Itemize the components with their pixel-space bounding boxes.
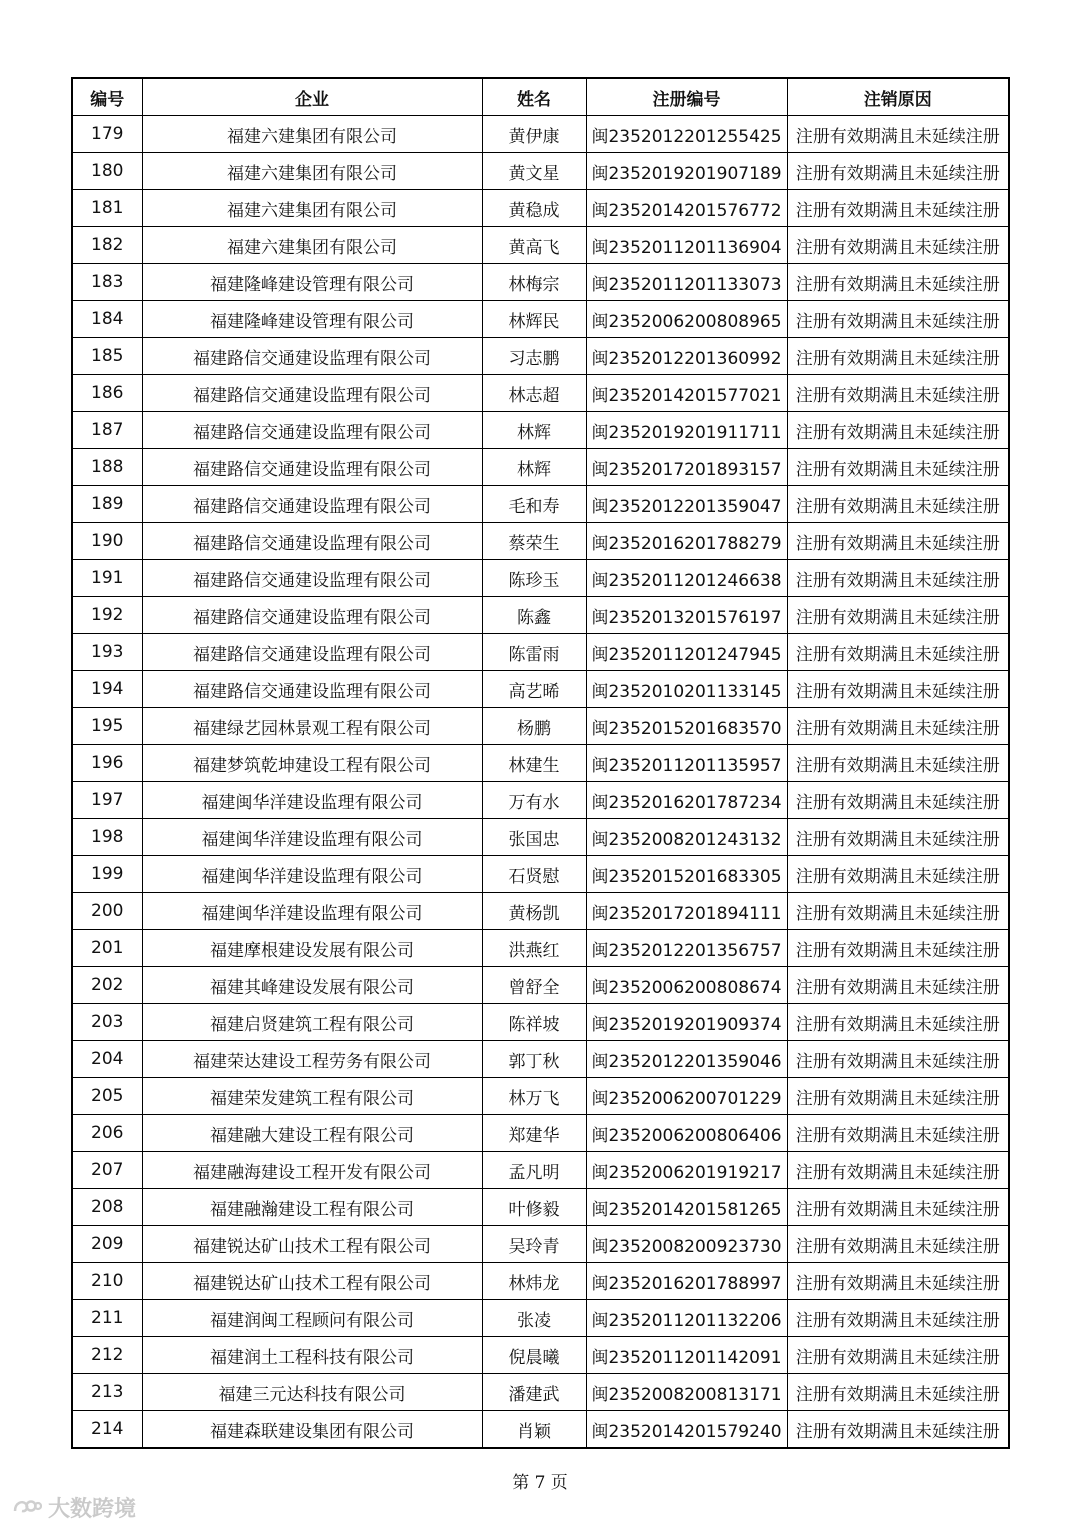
cell-company: 福建路信交通建设监理有限公司	[142, 634, 482, 671]
cell-company: 福建路信交通建设监理有限公司	[142, 375, 482, 412]
cell-reg-number: 闽2352008200813171	[586, 1374, 787, 1411]
cell-reg-number: 闽2352012201255425	[586, 116, 787, 153]
cell-cancel-reason: 注册有效期满且未延续注册	[787, 523, 1009, 560]
cell-company: 福建三元达科技有限公司	[142, 1374, 482, 1411]
cell-company: 福建六建集团有限公司	[142, 153, 482, 190]
cell-cancel-reason: 注册有效期满且未延续注册	[787, 1263, 1009, 1300]
cell-reg-number: 闽2352008200923730	[586, 1226, 787, 1263]
cell-name: 郑建华	[482, 1115, 586, 1152]
table-row	[72, 893, 1009, 930]
logo-icon	[12, 1497, 42, 1519]
cell-company: 福建锐达矿山技术工程有限公司	[142, 1263, 482, 1300]
cell-cancel-reason: 注册有效期满且未延续注册	[787, 560, 1009, 597]
cell-reg-number: 闽2352012201359046	[586, 1041, 787, 1078]
cell-name: 黄文星	[482, 153, 586, 190]
cell-reg-number: 闽2352019201909374	[586, 1004, 787, 1041]
cell-company: 福建荣达建设工程劳务有限公司	[142, 1041, 482, 1078]
cell-number: 186	[72, 375, 142, 412]
cell-reg-number: 闽2352014201581265	[586, 1189, 787, 1226]
cell-cancel-reason: 注册有效期满且未延续注册	[787, 1411, 1009, 1449]
cell-cancel-reason: 注册有效期满且未延续注册	[787, 1078, 1009, 1115]
cell-reg-number: 闽2352012201360992	[586, 338, 787, 375]
header-cancel-reason: 注销原因	[787, 78, 1009, 116]
cell-reg-number: 闽2352006200701229	[586, 1078, 787, 1115]
cell-name: 叶修毅	[482, 1189, 586, 1226]
table-row	[72, 1189, 1009, 1226]
cell-name: 陈雷雨	[482, 634, 586, 671]
cell-reg-number: 闽2352019201907189	[586, 153, 787, 190]
table-row	[72, 116, 1009, 153]
table-row	[72, 338, 1009, 375]
cell-number: 182	[72, 227, 142, 264]
cell-company: 福建六建集团有限公司	[142, 116, 482, 153]
cell-name: 万有水	[482, 782, 586, 819]
table-row	[72, 782, 1009, 819]
table-row	[72, 153, 1009, 190]
cell-name: 郭丁秋	[482, 1041, 586, 1078]
cell-company: 福建闽华洋建设监理有限公司	[142, 856, 482, 893]
cell-name: 石贤慰	[482, 856, 586, 893]
cell-number: 208	[72, 1189, 142, 1226]
table-row	[72, 227, 1009, 264]
cell-reg-number: 闽2352019201911711	[586, 412, 787, 449]
cell-company: 福建梦筑乾坤建设工程有限公司	[142, 745, 482, 782]
cell-number: 179	[72, 116, 142, 153]
cell-name: 林万飞	[482, 1078, 586, 1115]
cell-name: 杨鹏	[482, 708, 586, 745]
cell-name: 林建生	[482, 745, 586, 782]
cell-name: 潘建武	[482, 1374, 586, 1411]
cell-number: 210	[72, 1263, 142, 1300]
cell-name: 张国忠	[482, 819, 586, 856]
cell-cancel-reason: 注册有效期满且未延续注册	[787, 819, 1009, 856]
cell-reg-number: 闽2352011201142091	[586, 1337, 787, 1374]
cell-company: 福建六建集团有限公司	[142, 190, 482, 227]
cell-cancel-reason: 注册有效期满且未延续注册	[787, 1115, 1009, 1152]
table-row	[72, 560, 1009, 597]
header-company: 企业	[142, 78, 482, 116]
cell-reg-number: 闽2352017201893157	[586, 449, 787, 486]
cell-number: 211	[72, 1300, 142, 1337]
cell-company: 福建润闽工程顾问有限公司	[142, 1300, 482, 1337]
cell-reg-number: 闽2352006200806406	[586, 1115, 787, 1152]
cell-number: 194	[72, 671, 142, 708]
cell-name: 黄稳成	[482, 190, 586, 227]
watermark	[12, 1492, 136, 1523]
cell-reg-number: 闽2352012201356757	[586, 930, 787, 967]
cell-number: 197	[72, 782, 142, 819]
cell-name: 林梅宗	[482, 264, 586, 301]
cell-number: 202	[72, 967, 142, 1004]
cell-company: 福建路信交通建设监理有限公司	[142, 338, 482, 375]
cell-name: 曾舒全	[482, 967, 586, 1004]
cell-company: 福建路信交通建设监理有限公司	[142, 486, 482, 523]
cell-reg-number: 闽2352014201576772	[586, 190, 787, 227]
cell-company: 福建融大建设工程有限公司	[142, 1115, 482, 1152]
table-row	[72, 486, 1009, 523]
cell-number: 193	[72, 634, 142, 671]
cell-number: 180	[72, 153, 142, 190]
table-row	[72, 1374, 1009, 1411]
table-row	[72, 301, 1009, 338]
cell-company: 福建隆峰建设管理有限公司	[142, 264, 482, 301]
cell-reg-number: 闽2352006201919217	[586, 1152, 787, 1189]
cell-number: 205	[72, 1078, 142, 1115]
table-row	[72, 190, 1009, 227]
table-row	[72, 412, 1009, 449]
cell-number: 201	[72, 930, 142, 967]
cell-number: 183	[72, 264, 142, 301]
cell-number: 207	[72, 1152, 142, 1189]
cell-number: 192	[72, 597, 142, 634]
cell-name: 陈珍玉	[482, 560, 586, 597]
cell-cancel-reason: 注册有效期满且未延续注册	[787, 1374, 1009, 1411]
table-row	[72, 375, 1009, 412]
table-row	[72, 1115, 1009, 1152]
cell-company: 福建路信交通建设监理有限公司	[142, 671, 482, 708]
cell-cancel-reason: 注册有效期满且未延续注册	[787, 1226, 1009, 1263]
table-row	[72, 597, 1009, 634]
cell-name: 倪晨曦	[482, 1337, 586, 1374]
table-row	[72, 264, 1009, 301]
cell-name: 习志鹏	[482, 338, 586, 375]
cell-cancel-reason: 注册有效期满且未延续注册	[787, 449, 1009, 486]
cell-cancel-reason: 注册有效期满且未延续注册	[787, 301, 1009, 338]
cell-cancel-reason: 注册有效期满且未延续注册	[787, 856, 1009, 893]
cell-cancel-reason: 注册有效期满且未延续注册	[787, 967, 1009, 1004]
table-row	[72, 1041, 1009, 1078]
cell-company: 福建锐达矿山技术工程有限公司	[142, 1226, 482, 1263]
table-row	[72, 1263, 1009, 1300]
cell-company: 福建绿艺园林景观工程有限公司	[142, 708, 482, 745]
cell-company: 福建闽华洋建设监理有限公司	[142, 819, 482, 856]
cell-reg-number: 闽2352006200808674	[586, 967, 787, 1004]
cell-name: 林辉	[482, 449, 586, 486]
cell-number: 191	[72, 560, 142, 597]
cell-cancel-reason: 注册有效期满且未延续注册	[787, 1300, 1009, 1337]
cell-cancel-reason: 注册有效期满且未延续注册	[787, 153, 1009, 190]
cell-number: 214	[72, 1411, 142, 1449]
table-row	[72, 1004, 1009, 1041]
cell-reg-number: 闽2352014201579240	[586, 1411, 787, 1449]
cell-reg-number: 闽2352008201243132	[586, 819, 787, 856]
cell-cancel-reason: 注册有效期满且未延续注册	[787, 708, 1009, 745]
table-row	[72, 1337, 1009, 1374]
cell-name: 高艺晞	[482, 671, 586, 708]
table-body	[72, 116, 1009, 1449]
cell-name: 陈祥坡	[482, 1004, 586, 1041]
cell-name: 蔡荣生	[482, 523, 586, 560]
table-row	[72, 856, 1009, 893]
cell-cancel-reason: 注册有效期满且未延续注册	[787, 375, 1009, 412]
cell-number: 190	[72, 523, 142, 560]
table-row	[72, 1300, 1009, 1337]
cell-cancel-reason: 注册有效期满且未延续注册	[787, 671, 1009, 708]
cell-company: 福建六建集团有限公司	[142, 227, 482, 264]
table-row	[72, 1411, 1009, 1449]
table-row	[72, 1226, 1009, 1263]
cell-cancel-reason: 注册有效期满且未延续注册	[787, 190, 1009, 227]
cell-cancel-reason: 注册有效期满且未延续注册	[787, 597, 1009, 634]
table-row	[72, 708, 1009, 745]
cell-reg-number: 闽2352016201788997	[586, 1263, 787, 1300]
cell-number: 204	[72, 1041, 142, 1078]
page-number: 第 7 页	[512, 1473, 568, 1493]
cell-cancel-reason: 注册有效期满且未延续注册	[787, 745, 1009, 782]
cell-reg-number: 闽2352011201135957	[586, 745, 787, 782]
cell-reg-number: 闽2352011201246638	[586, 560, 787, 597]
cell-cancel-reason: 注册有效期满且未延续注册	[787, 634, 1009, 671]
cell-reg-number: 闽2352011201247945	[586, 634, 787, 671]
cell-number: 187	[72, 412, 142, 449]
cell-number: 198	[72, 819, 142, 856]
table-row	[72, 1152, 1009, 1189]
cell-name: 黄杨凯	[482, 893, 586, 930]
header-reg-number: 注册编号	[586, 78, 787, 116]
cell-reg-number: 闽2352015201683570	[586, 708, 787, 745]
cell-company: 福建润土工程科技有限公司	[142, 1337, 482, 1374]
cell-reg-number: 闽2352015201683305	[586, 856, 787, 893]
cell-reg-number: 闽2352014201577021	[586, 375, 787, 412]
cell-name: 黄伊康	[482, 116, 586, 153]
cell-name: 张凌	[482, 1300, 586, 1337]
cell-reg-number: 闽2352012201359047	[586, 486, 787, 523]
cell-name: 林志超	[482, 375, 586, 412]
cell-name: 孟凡明	[482, 1152, 586, 1189]
cell-reg-number: 闽2352013201576197	[586, 597, 787, 634]
cell-company: 福建路信交通建设监理有限公司	[142, 560, 482, 597]
cell-cancel-reason: 注册有效期满且未延续注册	[787, 930, 1009, 967]
cell-company: 福建路信交通建设监理有限公司	[142, 449, 482, 486]
cell-company: 福建摩根建设发展有限公司	[142, 930, 482, 967]
table-header-row	[72, 78, 1009, 116]
cell-cancel-reason: 注册有效期满且未延续注册	[787, 782, 1009, 819]
table-row	[72, 634, 1009, 671]
cell-number: 199	[72, 856, 142, 893]
table-row	[72, 671, 1009, 708]
table-row	[72, 745, 1009, 782]
table-row	[72, 819, 1009, 856]
watermark-text: 大数跨境	[48, 1497, 137, 1522]
table-row	[72, 449, 1009, 486]
cell-company: 福建森联建设集团有限公司	[142, 1411, 482, 1449]
cell-cancel-reason: 注册有效期满且未延续注册	[787, 116, 1009, 153]
cell-number: 189	[72, 486, 142, 523]
cell-cancel-reason: 注册有效期满且未延续注册	[787, 1041, 1009, 1078]
cell-name: 林辉	[482, 412, 586, 449]
cell-number: 196	[72, 745, 142, 782]
cell-company: 福建路信交通建设监理有限公司	[142, 597, 482, 634]
cell-number: 213	[72, 1374, 142, 1411]
cell-cancel-reason: 注册有效期满且未延续注册	[787, 412, 1009, 449]
cell-company: 福建闽华洋建设监理有限公司	[142, 893, 482, 930]
cell-cancel-reason: 注册有效期满且未延续注册	[787, 1189, 1009, 1226]
cell-number: 212	[72, 1337, 142, 1374]
cell-cancel-reason: 注册有效期满且未延续注册	[787, 264, 1009, 301]
cell-name: 陈鑫	[482, 597, 586, 634]
cell-company: 福建其峰建设发展有限公司	[142, 967, 482, 1004]
cell-reg-number: 闽2352016201787234	[586, 782, 787, 819]
cell-name: 林炜龙	[482, 1263, 586, 1300]
cell-company: 福建荣发建筑工程有限公司	[142, 1078, 482, 1115]
cell-cancel-reason: 注册有效期满且未延续注册	[787, 486, 1009, 523]
table-row	[72, 1078, 1009, 1115]
cell-number: 206	[72, 1115, 142, 1152]
table-row	[72, 523, 1009, 560]
cell-reg-number: 闽2352016201788279	[586, 523, 787, 560]
cell-cancel-reason: 注册有效期满且未延续注册	[787, 1337, 1009, 1374]
cell-reg-number: 闽2352011201133073	[586, 264, 787, 301]
cell-company: 福建启贤建筑工程有限公司	[142, 1004, 482, 1041]
cell-reg-number: 闽2352010201133145	[586, 671, 787, 708]
cell-cancel-reason: 注册有效期满且未延续注册	[787, 227, 1009, 264]
cell-reg-number: 闽2352017201894111	[586, 893, 787, 930]
cell-company: 福建融瀚建设工程有限公司	[142, 1189, 482, 1226]
cell-reg-number: 闽2352006200808965	[586, 301, 787, 338]
cell-number: 203	[72, 1004, 142, 1041]
cell-name: 吴玲青	[482, 1226, 586, 1263]
table-row	[72, 967, 1009, 1004]
table-row	[72, 930, 1009, 967]
cell-name: 毛和寿	[482, 486, 586, 523]
cell-cancel-reason: 注册有效期满且未延续注册	[787, 893, 1009, 930]
header-number: 编号	[72, 78, 142, 116]
cell-company: 福建隆峰建设管理有限公司	[142, 301, 482, 338]
cell-company: 福建闽华洋建设监理有限公司	[142, 782, 482, 819]
header-name: 姓名	[482, 78, 586, 116]
registration-table-container	[71, 77, 1008, 1449]
cell-number: 209	[72, 1226, 142, 1263]
cell-cancel-reason: 注册有效期满且未延续注册	[787, 338, 1009, 375]
registration-table	[71, 77, 1010, 1449]
cell-name: 肖颖	[482, 1411, 586, 1449]
cell-reg-number: 闽2352011201136904	[586, 227, 787, 264]
cell-number: 185	[72, 338, 142, 375]
cell-name: 洪燕红	[482, 930, 586, 967]
cell-company: 福建路信交通建设监理有限公司	[142, 412, 482, 449]
cell-company: 福建路信交通建设监理有限公司	[142, 523, 482, 560]
cell-reg-number: 闽2352011201132206	[586, 1300, 787, 1337]
cell-number: 188	[72, 449, 142, 486]
cell-name: 林辉民	[482, 301, 586, 338]
cell-cancel-reason: 注册有效期满且未延续注册	[787, 1152, 1009, 1189]
cell-number: 184	[72, 301, 142, 338]
cell-number: 181	[72, 190, 142, 227]
cell-name: 黄高飞	[482, 227, 586, 264]
cell-cancel-reason: 注册有效期满且未延续注册	[787, 1004, 1009, 1041]
cell-number: 195	[72, 708, 142, 745]
cell-company: 福建融海建设工程开发有限公司	[142, 1152, 482, 1189]
cell-number: 200	[72, 893, 142, 930]
